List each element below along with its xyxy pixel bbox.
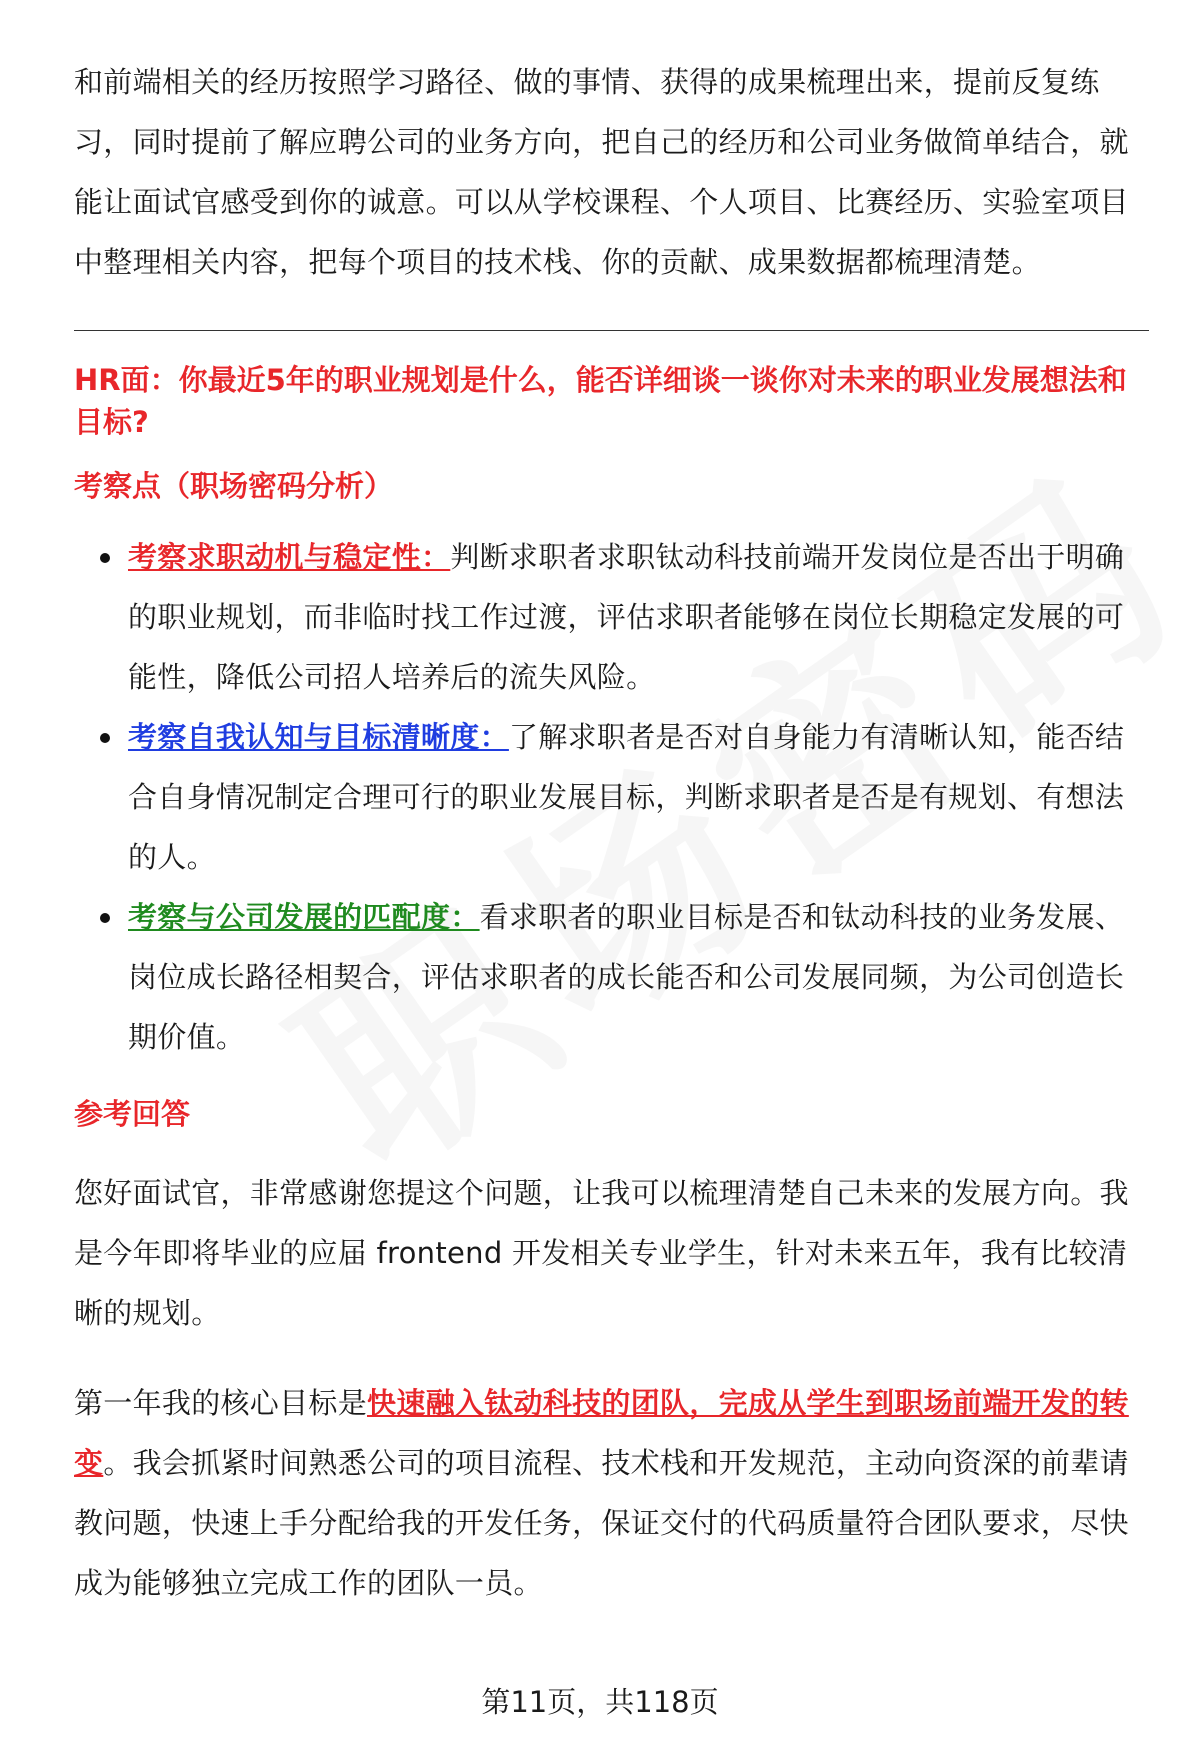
page-footer: 第11页，共118页 [481,1685,719,1719]
point-keyword: 考察与公司发展的匹配度： [128,900,480,934]
answer-p2-highlight: 快速融入钛动科技的团队，完成从学生到职场前端开发的转变 [74,1386,1129,1480]
answer-p2-suffix: 。我会抓紧时间熟悉公司的项目流程、技术栈和开发规范，主动向资深的前辈请教问题，快速上手分配给我的开发任务，保证交付的代码质量符合团队要求，尽快成为能够独立完成工作的团队一员。 [74,1446,1129,1600]
answer-paragraph-1: 您好面试官，非常感谢您提这个问题，让我可以梳理清楚自己未来的发展方向。我是今年即将毕业的应届 frontend 开发相关专业学生，针对未来五年，我有比较清晰的规划。 [74,1176,1129,1330]
interview-question: HR面：你最近5年的职业规划是什么，能否详细谈一谈你对未来的职业发展想法和目标? [74,363,1127,439]
point-keyword: 考察求职动机与稳定性： [128,540,451,574]
answer-p2-prefix: 第一年我的核心目标是 [74,1386,368,1420]
bullet-icon [100,913,110,923]
analysis-heading: 考察点（职场密码分析） [74,469,394,503]
point-text: 判断求职者求职钛动科技前端开发岗位是否出于明确的职业规划，而非临时找工作过渡，评估求职者能够在岗位长期稳定发展的可能性，降低公司招人培养后的流失风险。 [128,540,1125,694]
spacer [74,1343,1149,1373]
answer-paragraph-2 [74,1373,1149,1613]
bullet-icon [100,733,110,743]
answer-heading: 参考回答 [74,1097,191,1131]
bullet-icon [100,553,110,563]
section-divider [74,330,1149,331]
analysis-points-list [74,527,1149,1067]
list-item [128,527,1149,707]
list-item [128,707,1149,887]
intro-paragraph: 和前端相关的经历按照学习路径、做的事情、获得的成果梳理出来，提前反复练习，同时提前了解应聘公司的业务方向，把自己的经历和公司业务做简单结合，就能让面试官感受到你的诚意。可以从学校课程、个人项目、比赛经历、实验室项目中整理相关内容，把每个项目的技术栈、你的贡献、成果数据都梳理清楚。 [74,65,1129,279]
point-text: 了解求职者是否对自身能力有清晰认知，能否结合自身情况制定合理可行的职业发展目标，判断求职者是否是有规划、有想法的人。 [128,720,1125,874]
page-content [74,52,1149,1613]
point-keyword: 考察自我认知与目标清晰度： [128,720,509,754]
point-text: 看求职者的职业目标是否和钛动科技的业务发展、岗位成长路径相契合，评估求职者的成长能否和公司发展同频，为公司创造长期价值。 [128,900,1125,1054]
list-item [128,887,1149,1067]
